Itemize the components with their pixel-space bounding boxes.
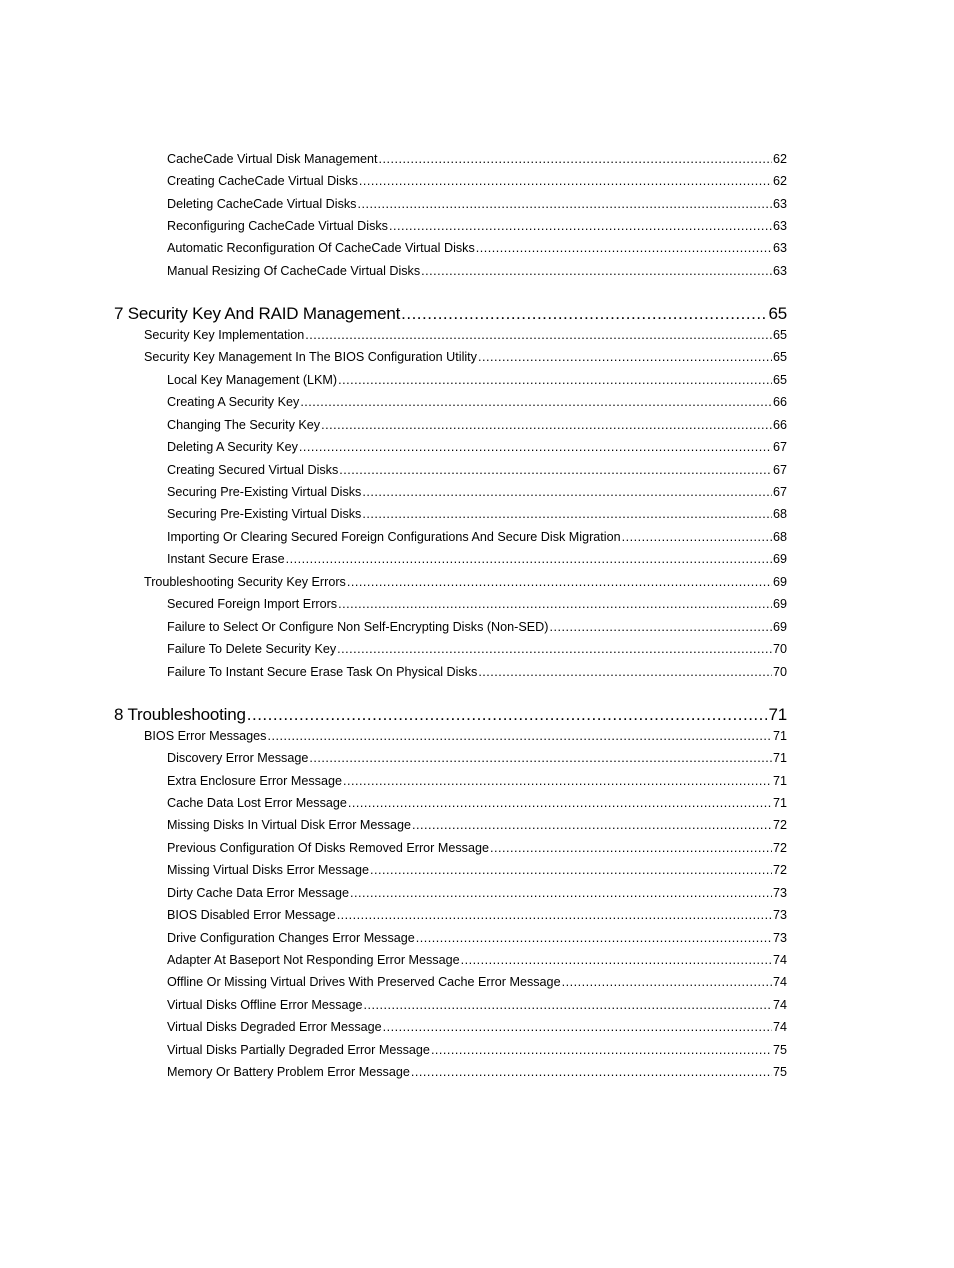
toc-entry-page: 71 — [772, 751, 787, 765]
toc-entry-page: 74 — [772, 975, 787, 989]
toc-entry-page: 63 — [772, 241, 787, 255]
toc-entry[interactable] — [167, 886, 787, 900]
toc-entry-page: 65 — [772, 350, 787, 364]
toc-entry-title: Troubleshooting Security Key Errors — [144, 575, 346, 589]
dot-leader — [286, 552, 772, 566]
toc-entry-page: 73 — [772, 886, 787, 900]
dot-leader — [348, 796, 772, 810]
dot-leader — [490, 841, 772, 855]
toc-entry[interactable] — [167, 818, 787, 832]
toc-entry-title: Securing Pre-Existing Virtual Disks — [167, 507, 362, 521]
toc-entry-title: Cache Data Lost Error Message — [167, 796, 347, 810]
dot-leader — [389, 219, 772, 233]
toc-entry-title: Extra Enclosure Error Message — [167, 774, 342, 788]
dot-leader — [343, 774, 772, 788]
toc-entry-title: Changing The Security Key — [167, 418, 321, 432]
dot-leader — [362, 507, 772, 521]
toc-entry[interactable] — [167, 908, 787, 922]
dot-leader — [383, 1020, 772, 1034]
dot-leader — [267, 729, 772, 743]
toc-entry[interactable] — [167, 418, 787, 432]
dot-leader — [359, 174, 772, 188]
toc-entry-title: BIOS Disabled Error Message — [167, 908, 336, 922]
toc-entry[interactable] — [167, 1043, 787, 1057]
dot-leader — [299, 440, 772, 454]
toc-entry[interactable] — [167, 931, 787, 945]
dot-leader — [476, 241, 772, 255]
toc-entry-page: 72 — [772, 863, 787, 877]
toc-entry-title: CacheCade Virtual Disk Management — [167, 152, 378, 166]
dot-leader — [300, 395, 772, 409]
dot-leader — [370, 863, 772, 877]
dot-leader — [412, 818, 772, 832]
dot-leader — [337, 908, 772, 922]
dot-leader — [622, 530, 772, 544]
toc-entry[interactable] — [167, 998, 787, 1012]
toc-entry-title: Importing Or Clearing Secured Foreign Configurations And Secure Disk Migration — [167, 530, 621, 544]
toc-entry-title: 8 Troubleshooting — [114, 705, 246, 724]
toc-entry-page: 74 — [772, 1020, 787, 1034]
dot-leader — [305, 328, 772, 342]
toc-entry-page: 75 — [772, 1043, 787, 1057]
dot-leader — [321, 418, 772, 432]
toc-entry[interactable] — [167, 152, 787, 166]
toc-entry-title: Manual Resizing Of CacheCade Virtual Disks — [167, 264, 421, 278]
toc-entry-title: Creating A Security Key — [167, 395, 300, 409]
toc-entry-page: 72 — [772, 841, 787, 855]
dot-leader — [338, 373, 772, 387]
toc-entry-page: 68 — [772, 507, 787, 521]
toc-entry-title: Instant Secure Erase — [167, 552, 285, 566]
toc-entry[interactable] — [167, 642, 787, 656]
dot-leader — [309, 751, 772, 765]
toc-entry-page: 73 — [772, 931, 787, 945]
toc-entry[interactable] — [167, 975, 787, 989]
toc-entry-title: Memory Or Battery Problem Error Message — [167, 1065, 410, 1079]
toc-entry[interactable] — [167, 863, 787, 877]
toc-entry-page: 71 — [768, 705, 787, 724]
toc-entry-title: Previous Configuration Of Disks Removed Error Message — [167, 841, 489, 855]
dot-leader — [461, 953, 772, 967]
toc-entry-page: 63 — [772, 219, 787, 233]
toc-entry[interactable] — [167, 1020, 787, 1034]
toc-entry-title: Failure To Instant Secure Erase Task On Physical Disks — [167, 665, 478, 679]
dot-leader — [357, 197, 772, 211]
toc-entry[interactable] — [167, 530, 787, 544]
toc-entry-page: 67 — [772, 440, 787, 454]
toc-entry[interactable] — [167, 620, 787, 634]
toc-entry-title: Missing Disks In Virtual Disk Error Message — [167, 818, 412, 832]
toc-chapter-heading[interactable] — [114, 705, 787, 725]
dot-leader — [549, 620, 772, 634]
toc-entry[interactable] — [167, 373, 787, 387]
toc-entry[interactable] — [167, 264, 787, 278]
toc-entry-title: Security Key Implementation — [144, 328, 305, 342]
toc-entry-title: Offline Or Missing Virtual Drives With Preserved Cache Error Message — [167, 975, 561, 989]
toc-entry-title: Deleting A Security Key — [167, 440, 298, 454]
toc-entry[interactable] — [167, 507, 787, 521]
toc-entry[interactable] — [167, 597, 787, 611]
toc-entry-page: 69 — [772, 575, 787, 589]
toc-entry-title: Deleting CacheCade Virtual Disks — [167, 197, 357, 211]
dot-leader — [562, 975, 772, 989]
toc-entry[interactable] — [167, 953, 787, 967]
toc-entry-page: 69 — [772, 597, 787, 611]
toc-entry[interactable] — [167, 751, 787, 765]
toc-entry-title: Dirty Cache Data Error Message — [167, 886, 349, 900]
toc-entry[interactable] — [167, 440, 787, 454]
toc-entry-title: Reconfiguring CacheCade Virtual Disks — [167, 219, 388, 233]
toc-entry-page: 63 — [772, 197, 787, 211]
dot-leader — [431, 1043, 772, 1057]
dot-leader — [350, 886, 772, 900]
toc-entry[interactable] — [167, 774, 787, 788]
toc-entry-title: Creating CacheCade Virtual Disks — [167, 174, 358, 188]
toc-entry-title: Failure to Select Or Configure Non Self-Encrypting Disks (Non-SED) — [167, 620, 549, 634]
toc-entry-page: 71 — [772, 729, 787, 743]
toc-entry-title: Automatic Reconfiguration Of CacheCade Virtual Disks — [167, 241, 475, 255]
toc-entry[interactable] — [144, 328, 787, 342]
toc-entry-page: 67 — [772, 463, 787, 477]
toc-entry-page: 73 — [772, 908, 787, 922]
toc-entry-page: 71 — [772, 796, 787, 810]
toc-entry-page: 66 — [772, 395, 787, 409]
dot-leader — [364, 998, 772, 1012]
toc-entry[interactable] — [167, 796, 787, 810]
dot-leader — [416, 931, 772, 945]
toc-entry[interactable] — [144, 729, 787, 743]
toc-entry-page: 65 — [772, 373, 787, 387]
toc-entry-title: Securing Pre-Existing Virtual Disks — [167, 485, 362, 499]
toc-entry-title: Adapter At Baseport Not Responding Error Message — [167, 953, 460, 967]
toc-entry-title: Secured Foreign Import Errors — [167, 597, 338, 611]
toc-entry-title: Missing Virtual Disks Error Message — [167, 863, 370, 877]
toc-entry-title: Drive Configuration Changes Error Message — [167, 931, 415, 945]
toc-entry-page: 68 — [772, 530, 787, 544]
toc-entry-page: 69 — [772, 552, 787, 566]
toc-entry-title: Local Key Management (LKM) — [167, 373, 338, 387]
dot-leader — [421, 264, 772, 278]
toc-entry-page: 72 — [772, 818, 787, 832]
toc-entry-page: 62 — [772, 174, 787, 188]
toc-entry[interactable] — [167, 197, 787, 211]
dot-leader — [347, 575, 772, 589]
toc-entry-title: Virtual Disks Degraded Error Message — [167, 1020, 382, 1034]
toc-entry-title: Creating Secured Virtual Disks — [167, 463, 339, 477]
dot-leader — [247, 705, 768, 725]
toc-entry-page: 66 — [772, 418, 787, 432]
toc-entry-title: BIOS Error Messages — [144, 729, 267, 743]
dot-leader — [378, 152, 772, 166]
toc-entry-page: 71 — [772, 774, 787, 788]
dot-leader — [338, 597, 772, 611]
toc-entry-title: Virtual Disks Partially Degraded Error Message — [167, 1043, 430, 1057]
toc-entry-page: 62 — [772, 152, 787, 166]
dot-leader — [339, 463, 772, 477]
toc-entry[interactable] — [167, 1065, 787, 1079]
toc-entry[interactable] — [144, 575, 787, 589]
toc-entry[interactable] — [167, 463, 787, 477]
toc-entry[interactable] — [167, 241, 787, 255]
toc-entry-title: Discovery Error Message — [167, 751, 309, 765]
toc-entry[interactable] — [167, 841, 787, 855]
toc-entry-title: Failure To Delete Security Key — [167, 642, 337, 656]
toc-entry-page: 67 — [772, 485, 787, 499]
toc-entry[interactable] — [167, 485, 787, 499]
toc-entry[interactable] — [167, 174, 787, 188]
dot-leader — [337, 642, 772, 656]
dot-leader — [401, 304, 767, 324]
toc-entry-page: 74 — [772, 953, 787, 967]
toc-entry-page: 70 — [772, 642, 787, 656]
toc-entry-title: 7 Security Key And RAID Management — [114, 304, 401, 323]
dot-leader — [478, 350, 772, 364]
toc-entry[interactable] — [167, 395, 787, 409]
toc-chapter-heading[interactable] — [114, 304, 787, 324]
dot-leader — [411, 1065, 772, 1079]
toc-entry-title: Security Key Management In The BIOS Configuration Utility — [144, 350, 477, 364]
toc-entry-page: 65 — [772, 328, 787, 342]
toc-entry-page: 70 — [772, 665, 787, 679]
toc-entry[interactable] — [167, 552, 787, 566]
toc-entry-page: 65 — [768, 304, 787, 323]
toc-entry[interactable] — [144, 350, 787, 364]
toc-entry-page: 75 — [772, 1065, 787, 1079]
toc-entry[interactable] — [167, 219, 787, 233]
toc-entry[interactable] — [167, 665, 787, 679]
toc-entry-page: 69 — [772, 620, 787, 634]
toc-entry-page: 74 — [772, 998, 787, 1012]
toc-entry-title: Virtual Disks Offline Error Message — [167, 998, 363, 1012]
dot-leader — [362, 485, 772, 499]
toc-entry-page: 63 — [772, 264, 787, 278]
dot-leader — [478, 665, 772, 679]
